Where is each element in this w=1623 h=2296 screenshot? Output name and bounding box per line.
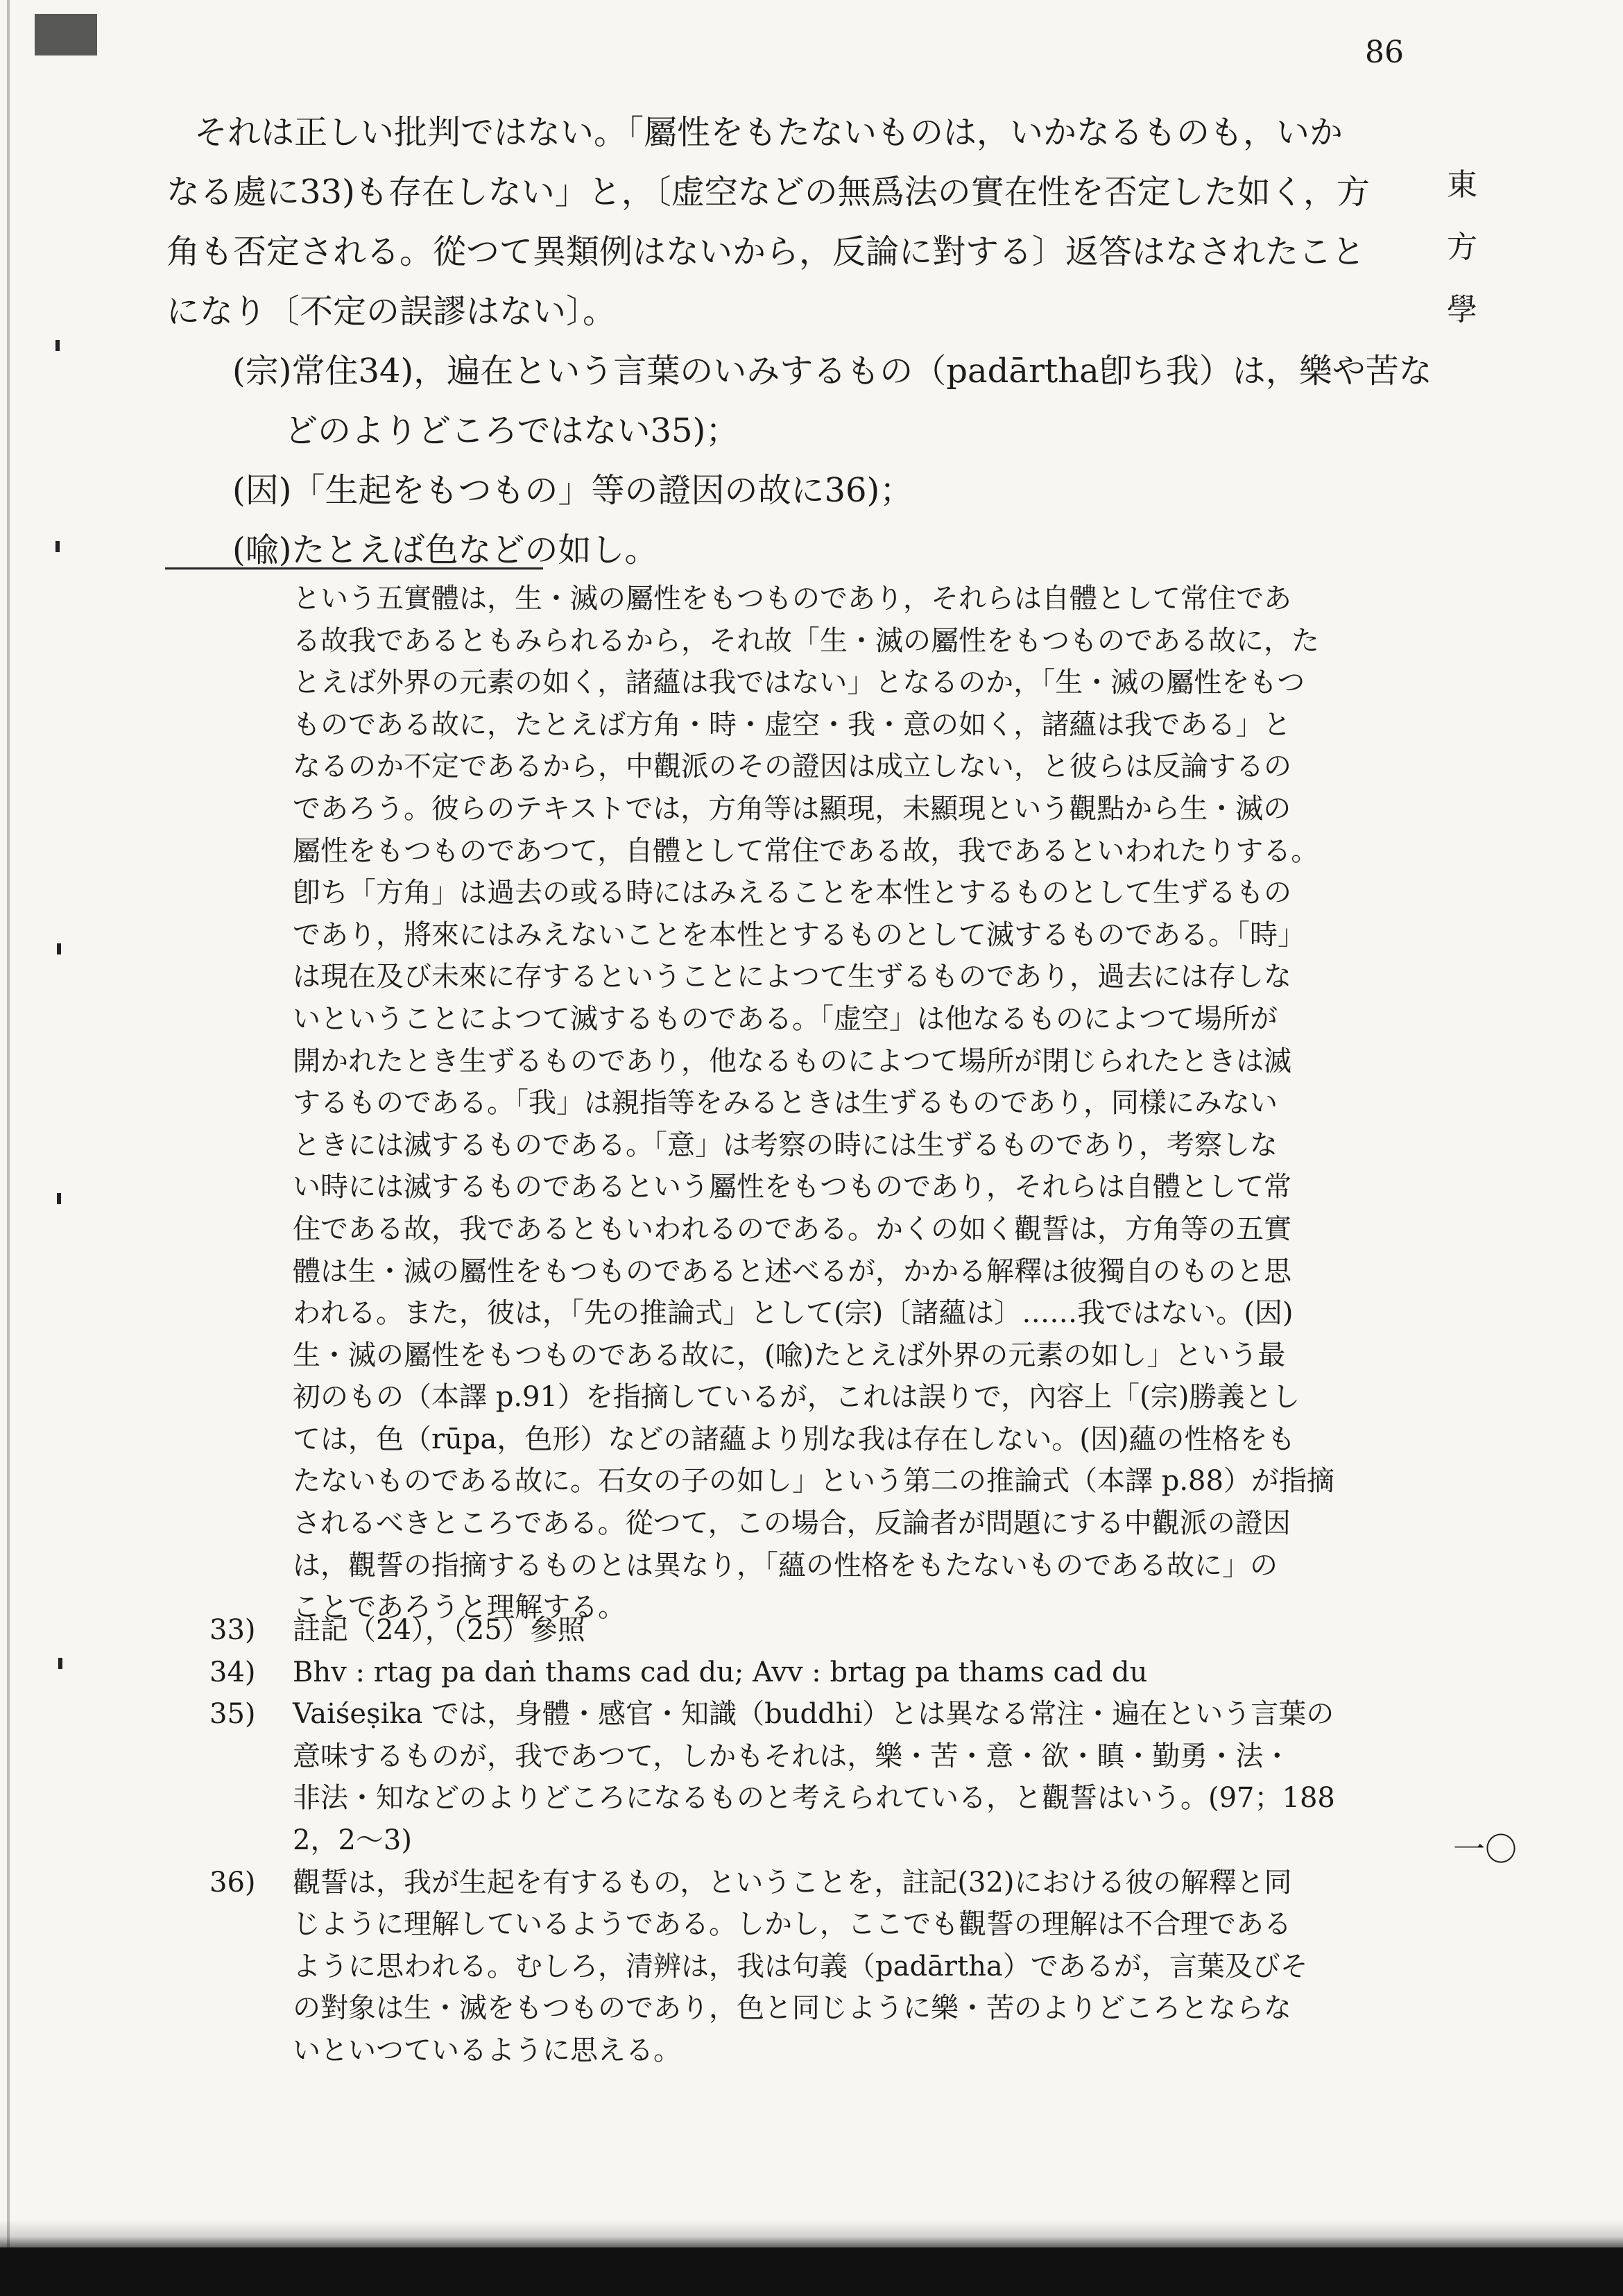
main-text [166, 103, 1432, 580]
footnote-line: ときには滅するものである。「意」は考察の時には生ずるものであり，考察しな [293, 1129, 1278, 1161]
footnote-line: Vaiśeṣika では，身體・感官・知識（buddhi）とは異なる常注・遍在という言葉の [293, 1698, 1334, 1731]
footnote-line: であり，將來にはみえないことを本性とするものとして滅するものである。「時」 [293, 918, 1305, 951]
main-line: になり〔不定の誤謬はない〕。 [166, 292, 617, 331]
footnote-line: ては，色（rūpa，色形）などの諸蘊より別な我は存在しない。(因)蘊の性格をも [293, 1423, 1296, 1455]
footnote-line: とえば外界の元素の如く，諸蘊は我ではない」となるのか，「生・滅の屬性をもつ [293, 667, 1305, 699]
footnote-line: い時には滅するものであるという屬性をもつものであり，それらは自體として常 [293, 1171, 1291, 1203]
main-line: それは正しい批判ではない。「屬性をもたないものは，いかなるものも，いか [194, 113, 1343, 152]
footnote-number: 36) [209, 1866, 256, 1899]
footnote-line: 卽ち「方角」は過去の或る時にはみえることを本性とするものとして生ずるもの [293, 877, 1291, 909]
footnote-line: る故我であるともみられるから，それ故「生・滅の屬性をもつものである故に，た [293, 624, 1319, 657]
footnote [209, 1862, 1430, 2072]
footnote-line: 註記（24），（25）參照 [293, 1614, 585, 1646]
main-line: 角も否定される。從つて異類例はないから，反論に對する〕返答はなされたこと [166, 232, 1366, 271]
journal-char: 方 [1447, 230, 1477, 265]
footnote-body [293, 1693, 1430, 1861]
footnote-line: は，觀誓の指摘するものとは異なり，「蘊の性格をもたないものである故に」の [293, 1549, 1278, 1582]
footnote-line: じように理解しているようである。しかし，ここでも觀誓の理解は不合理である [293, 1908, 1291, 1941]
footnote [209, 1609, 1430, 1652]
footnote-line: ものである故に，たとえば方角・時・虚空・我・意の如く，諸蘊は我である」と [293, 708, 1291, 741]
footnote-line: 2，2～3) [293, 1824, 412, 1856]
footnote-line: いということによつて滅するものである。「虚空」は他なるものによつて場所が [293, 1002, 1278, 1035]
scan-speck [57, 943, 61, 954]
footnote-line: 開かれたとき生ずるものであり，他なるものによつて場所が閉じられたときは滅 [293, 1045, 1291, 1077]
journal-char: 東 [1447, 167, 1477, 203]
footnote-line: われる。また，彼は，「先の推論式」として(宗)〔諸蘊は〕……我ではない。(因) [293, 1297, 1294, 1330]
footnote-line: いといつているように思える。 [293, 2034, 681, 2066]
footnote-line: 生・滅の屬性をもつものである故に，(喩)たとえば外界の元素の如し」という最 [293, 1339, 1286, 1371]
footnote-number: 34) [209, 1656, 256, 1688]
footnote-line: の對象は生・滅をもつものであり，色と同じように樂・苦のよりどころとならな [293, 1992, 1291, 2025]
footnote [209, 1693, 1430, 1861]
footnote-line: 觀誓は，我が生起を有するもの，ということを，註記(32)における彼の解釋と同 [293, 1866, 1292, 1899]
page-number: 86 [1365, 35, 1404, 70]
footnote-line: するものである。「我」は親指等をみるときは生ずるものであり，同樣にみない [293, 1087, 1278, 1120]
syllogism-line: (因)「生起をもつもの」等の證因の故に36)； [232, 471, 913, 510]
footnote-number: 35) [209, 1698, 256, 1731]
footnote-line: であろう。彼らのテキストでは，方角等は顯現，未顯現という觀點から生・滅の [293, 792, 1291, 825]
journal-char: 學 [1447, 292, 1477, 327]
scan-speck [55, 340, 60, 351]
footnote-divider [165, 567, 543, 569]
footnote-list [209, 1609, 1430, 2072]
footnote-line: 非法・知などのよりどころになるものと考えられている，と觀誓はいう。(97；188 [293, 1782, 1335, 1815]
footnote-line: ことであろうと理解する。 [293, 1591, 626, 1624]
footnote-line: 初のもの（本譯 p.91）を指摘しているが，これは誤りで，內容上「(宗)勝義とし [293, 1381, 1300, 1414]
footnote-line: 住である故，我であるともいわれるのである。かくの如く觀誓は，方角等の五實 [293, 1213, 1291, 1245]
footnote-line: たないものである故に。石女の子の如し」という第二の推論式（本譯 p.88）が指摘 [293, 1465, 1334, 1498]
footnote-number: 33) [209, 1614, 256, 1646]
footnote-continued [293, 578, 1430, 1629]
side-page-number: 一〇 [1453, 1831, 1517, 1868]
syllogism-line: (宗)常住34)，遍在という言葉のいみするもの（padārtha卽ち我）は，樂や苦な [232, 352, 1432, 391]
syllogism-line: どのよりどころではない35)； [284, 411, 739, 450]
scan-speck [58, 1658, 62, 1669]
scan-bottom-band [0, 2247, 1623, 2296]
footnote-line: ように思われる。むしろ，清辨は，我は句義（padārtha）であるが，言葉及びそ [293, 1950, 1308, 1982]
scan-corner-mark [35, 14, 97, 55]
footnote-body [293, 1652, 1430, 1694]
footnote-line: という五實體は，生・滅の屬性をもつものであり，それらは自體として常住であ [293, 583, 1291, 615]
scan-left-edge [7, 0, 10, 2247]
footnote-line: 屬性をもつものであつて，自體として常住である故，我であるといわれたりする。 [293, 834, 1319, 867]
scan-speck [55, 541, 60, 552]
journal-title-vertical [1441, 154, 1483, 341]
footnote-line: Bhv : rtag pa daṅ thams cad du; Avv : brtag pa thams cad du [293, 1656, 1148, 1688]
main-line: なる處に33)も存在しない」と，〔虚空などの無爲法の實在性を否定した如く，方 [166, 173, 1370, 212]
footnote-line: 意味するものが，我であつて，しかもそれは，樂・苦・意・欲・瞋・勤勇・法・ [293, 1740, 1291, 1772]
footnote-line: なるのか不定であるから，中觀派のその證因は成立しない，と彼らは反論するの [293, 751, 1291, 783]
footnote-line: は現在及び未來に存するということによつて生ずるものであり，過去には存しな [293, 961, 1291, 993]
footnote-body [293, 1862, 1430, 2072]
footnote-line: 體は生・滅の屬性をもつものであると述べるが，かかる解釋は彼獨自のものと思 [293, 1255, 1291, 1287]
footnote-line: されるべきところである。從つて，この場合，反論者が問題にする中觀派の證因 [293, 1507, 1291, 1540]
footnote-body [293, 1609, 1430, 1652]
scan-bottom-shadow [0, 2220, 1623, 2247]
scan-speck [57, 1193, 61, 1204]
footnote [209, 1652, 1430, 1694]
syllogism-line: (喩)たとえば色などの如し。 [232, 531, 658, 569]
